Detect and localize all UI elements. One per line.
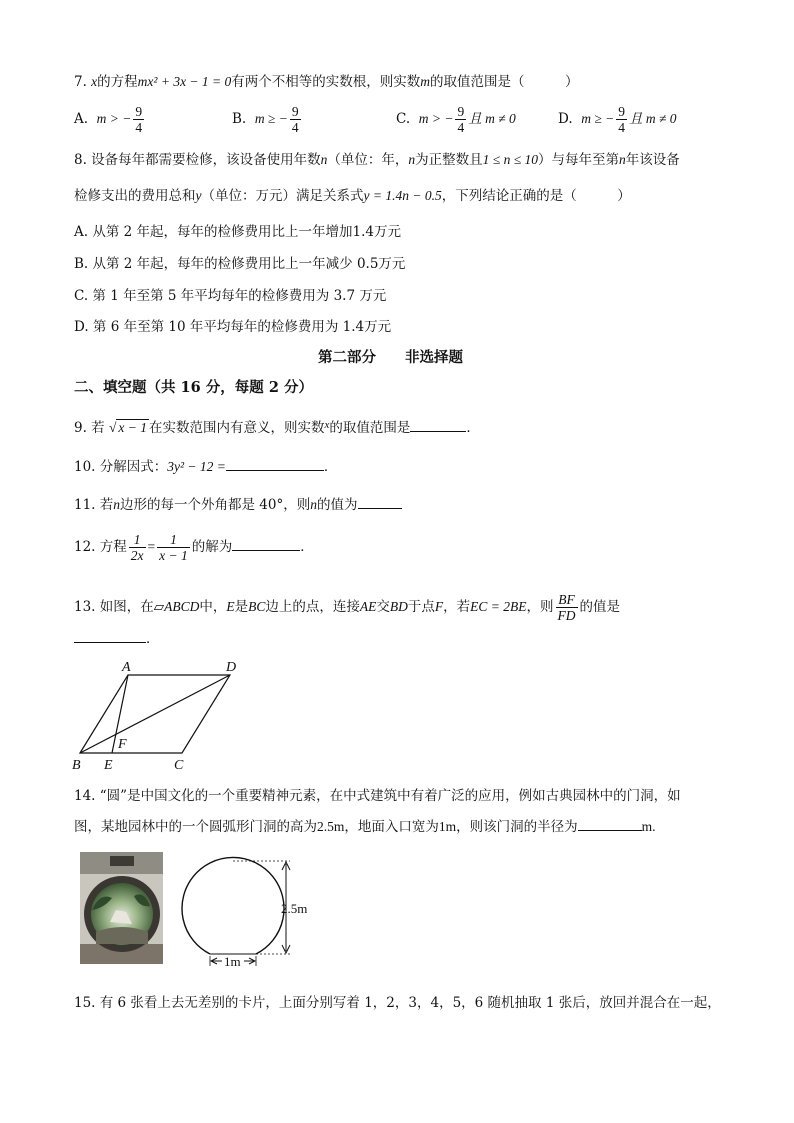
q14-text: ，则该门洞的半径为	[456, 819, 578, 835]
q9-text: 在实数范围内有意义，则实数	[149, 420, 325, 436]
q14-arch-diagram	[178, 856, 328, 972]
q9-text: 的取值范围是	[329, 420, 411, 436]
q14-height: 2.5m	[317, 819, 345, 834]
fraction	[290, 104, 301, 135]
q13-text: 是	[234, 599, 249, 615]
fraction	[556, 592, 578, 623]
q13-text: 的值是	[579, 599, 621, 615]
height-label: 2.5m	[281, 901, 308, 916]
q8-stem-line1	[74, 150, 680, 170]
point-label-c: C	[174, 758, 184, 773]
q8-stem-line2	[74, 186, 631, 206]
q8-var-n: n	[408, 152, 416, 167]
fraction-den: 4	[291, 120, 299, 135]
q11-stem	[74, 494, 402, 515]
q14-stem-line2	[74, 816, 656, 837]
q8-text: （单位：年，	[327, 152, 409, 168]
q8-var-n: n	[320, 152, 328, 167]
fraction	[129, 532, 146, 563]
q9-stem	[74, 415, 480, 438]
option-label: C.	[396, 111, 411, 127]
fraction	[133, 104, 144, 135]
point-label-b: B	[72, 758, 81, 773]
q14-stem-line1: 14. “圆”是中国文化的一个重要精神元素，在中式建筑中有着广泛的应用，例如古典园林中的门洞，如	[74, 788, 681, 804]
q7-option-c[interactable]	[396, 104, 516, 135]
q13-stem	[74, 592, 620, 623]
q13-segment-bc: BC	[248, 599, 266, 614]
q8-formula: y = 1.4n − 0.5	[363, 188, 442, 203]
fraction	[157, 532, 190, 563]
q13-answer-line	[74, 628, 160, 649]
q8-range: 1 ≤ n ≤ 10	[482, 152, 538, 167]
q8-text: （单位：万元）满足关系式	[201, 188, 364, 204]
q11-text: 的值为	[317, 497, 358, 513]
answer-blank[interactable]	[358, 494, 402, 509]
q13-text: 13. 如图，在▱	[74, 599, 165, 615]
sqrt-radicand: x − 1	[118, 420, 147, 435]
q13-point-f: F	[434, 599, 444, 614]
option-expr: 且 m ≠ 0	[629, 111, 677, 126]
answer-blank[interactable]	[74, 628, 146, 643]
q8-option-c[interactable]: C. 第 1 年至第 5 年平均每年的检修费用为 3.7 万元	[74, 288, 387, 304]
option-expr: m > −	[96, 111, 132, 126]
q9-text: ．	[466, 420, 480, 436]
option-label: D.	[558, 111, 573, 127]
sqrt-expr: √ x − 1	[108, 420, 147, 435]
section2-title: 二、填空题（共 16 分，每题 2 分）	[74, 379, 313, 396]
q14-text: ，地面入口宽为	[344, 819, 439, 835]
diagonal-bd	[80, 675, 230, 753]
q12-text: ．	[300, 539, 314, 555]
q8-text: 检修支出的费用总和	[74, 188, 196, 204]
q13-text: 于点	[407, 599, 435, 615]
q7-var-m: m	[420, 74, 431, 89]
q13-text: ，则	[526, 599, 554, 615]
q7-option-b[interactable]	[232, 104, 303, 135]
q11-text: 边形的每一个外角都是 40°，则	[120, 497, 311, 513]
q7-text: 的取值范围是（ ）	[430, 74, 579, 90]
fraction-den: 4	[618, 120, 626, 135]
answer-blank[interactable]	[226, 456, 324, 471]
point-label-d: D	[226, 660, 237, 675]
q7-text: 的方程	[97, 74, 138, 90]
q11-var-n: n	[310, 497, 317, 512]
answer-blank[interactable]	[410, 417, 466, 432]
width-label: 1m	[224, 954, 241, 969]
equals-sign: =	[147, 539, 156, 554]
q7-option-d[interactable]	[558, 104, 677, 135]
q7-var-x: x	[91, 74, 98, 89]
q8-option-b[interactable]: B. 从第 2 年起，每年的检修费用比上一年减少 0.5万元	[74, 256, 406, 272]
q10-text: ．	[323, 459, 338, 475]
q13-text: 交	[376, 599, 390, 615]
option-label: A.	[74, 111, 89, 127]
point-label-f: F	[118, 737, 127, 752]
q13-segment-ae: AE	[359, 599, 377, 614]
q7-stem	[74, 72, 579, 92]
option-expr: 且 m ≠ 0	[468, 111, 516, 126]
q13-segment-bd: BD	[389, 599, 408, 614]
fraction-den: 2x	[130, 548, 144, 563]
fraction-den: x − 1	[159, 548, 188, 563]
answer-blank[interactable]	[578, 816, 642, 831]
q11-var-n: n	[113, 497, 121, 512]
fraction-num: 1	[157, 532, 190, 548]
answer-blank[interactable]	[232, 536, 300, 551]
q8-text: ）与每年至第	[538, 152, 619, 168]
q10-expression: 3y² − 12 =	[167, 459, 226, 474]
q9-var-x: x	[324, 419, 330, 431]
fraction-num: 9	[457, 104, 465, 119]
q13-text: 边上的点，连接	[265, 599, 360, 615]
q8-option-a[interactable]: A. 从第 2 年起，每年的检修费用比上一年增加1.4万元	[74, 224, 401, 240]
q13-parallelogram-diagram	[70, 655, 250, 775]
q10-stem	[74, 456, 337, 477]
fraction-num: 1	[129, 532, 146, 548]
q7-text: 有两个不相等的实数根，则实数	[231, 74, 421, 90]
arch-arc	[182, 857, 284, 954]
q7-equation: mx² + 3x − 1 = 0	[137, 74, 232, 89]
q12-stem	[74, 532, 314, 563]
q7-number: 7.	[74, 74, 92, 90]
q10-text: 10. 分解因式：	[74, 459, 168, 475]
option-expr: m ≥ −	[254, 111, 288, 126]
option-label: B.	[232, 111, 247, 127]
fraction-num: 9	[291, 104, 299, 119]
q14-unit: m.	[641, 819, 656, 834]
q11-text: 11. 若	[74, 497, 114, 513]
q13-text: ，若	[443, 599, 471, 615]
q8-text: 为正整数且	[415, 152, 483, 168]
q13-condition: EC = 2BE	[470, 599, 527, 614]
option-expr: m > −	[418, 111, 454, 126]
fraction-num: 9	[135, 104, 143, 119]
q8-text: 年该设备	[625, 152, 680, 168]
q8-option-d[interactable]: D. 第 6 年至第 10 年平均每年的检修费用为 1.4万元	[74, 319, 392, 335]
option-expr: m ≥ −	[581, 111, 615, 126]
moon-gate-photo	[80, 852, 163, 964]
q8-var-y: y	[195, 188, 202, 203]
q7-option-a[interactable]	[74, 104, 146, 135]
q8-text: 8. 设备每年都需要检修，该设备使用年数	[74, 152, 321, 168]
fraction	[455, 104, 466, 135]
fraction-den: 4	[457, 120, 465, 135]
part2-title: 第二部分 非选择题	[318, 349, 463, 366]
q14-text: 图，某地园林中的一个圆弧形门洞的高为	[74, 819, 317, 835]
point-label-e: E	[104, 758, 113, 773]
q13-text: 中，	[199, 599, 227, 615]
fraction-den: FD	[557, 608, 576, 623]
q12-text: 12. 方程	[74, 539, 127, 555]
point-label-a: A	[122, 660, 131, 675]
fraction	[616, 104, 627, 135]
fraction-num: 9	[618, 104, 626, 119]
q8-var-n: n	[619, 152, 626, 167]
q8-text: ，下列结论正确的是（ ）	[441, 188, 631, 204]
q13-parallelogram: ABCD	[164, 599, 200, 614]
q12-text: 的解为	[191, 539, 233, 555]
q13-point-e: E	[226, 599, 235, 614]
q9-text: 9. 若	[74, 420, 105, 436]
fraction-num: BF	[556, 592, 578, 608]
q15-stem: 15. 有 6 张看上去无差别的卡片，上面分别写着 1，2，3，4，5，6 随机抽取 1 张后，放回并混合在一起，	[74, 995, 721, 1011]
q14-width: 1m	[438, 819, 457, 834]
q13-text: ．	[146, 631, 160, 647]
fraction-den: 4	[135, 120, 143, 135]
